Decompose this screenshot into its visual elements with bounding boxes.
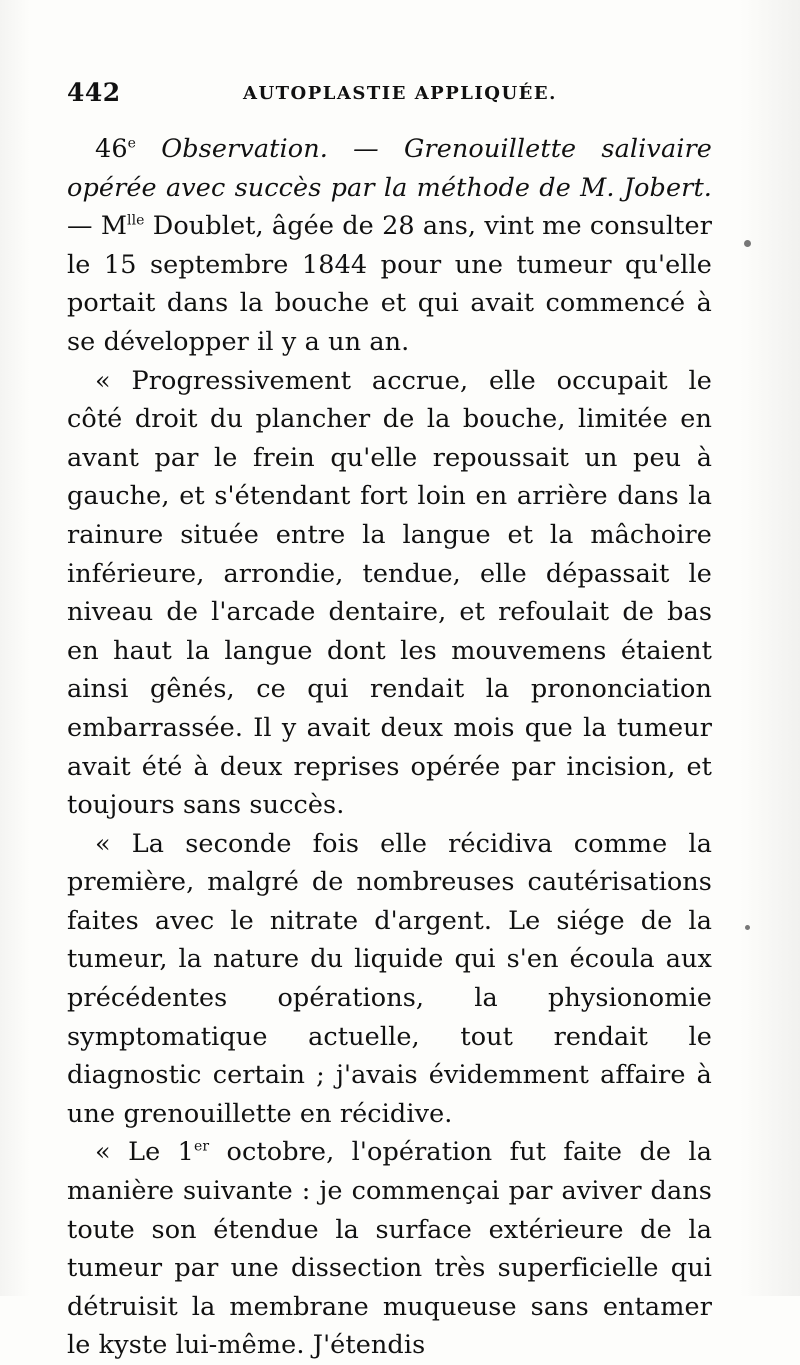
paragraph-4-rest: octobre, l'opération fut faite de la manière suivante : je commençai par aviver dans toute son étendue la surface extérieure de la tumeur par une dissection très superficielle qui détruisit la membrane muqueuse sans entamer le kyste lui-même. J'étendis bbox=[67, 1137, 712, 1361]
ink-speck bbox=[744, 240, 751, 247]
paragraph-2: « Progressivement accrue, elle occupait le côté droit du plancher de la bouche, limitée en avant par le frein qu'elle repoussait un peu à gauche, et s'étendant fort loin en arrière dans la rainure située entre la langue et la mâchoire inférieure, arrondie, tendue, elle dépassait le niveau de l'arcade dentaire, et refoulait de bas en haut la langue dont les mouvemens étaient ainsi gênés, ce qui rendait la prononciation embarrassée. Il y avait deux mois que la tumeur avait été à deux reprises opérée par incision, et toujours sans succès. bbox=[67, 365, 712, 821]
observation-dash: — bbox=[67, 211, 101, 242]
paragraph-4-sup: er bbox=[194, 1138, 210, 1155]
observation-text: Doublet, âgée de 28 ans, vint me consulter le 15 septembre 1844 pour une tumeur qu'elle portait dans la bouche et qui avait commencé à se développer il y a un an. bbox=[67, 211, 713, 357]
observation-title: Observation. — Grenouillette salivaire opérée avec succès par la méthode de M. Jobert. bbox=[67, 134, 712, 203]
observation-number-sup: e bbox=[127, 135, 137, 152]
ink-speck bbox=[745, 925, 750, 930]
body-text bbox=[67, 130, 712, 1365]
running-head: AUTOPLASTIE APPLIQUÉE. bbox=[243, 83, 557, 104]
page-header bbox=[67, 78, 712, 114]
paragraph-observation bbox=[67, 130, 712, 362]
paragraph-4-start: « Le 1 bbox=[95, 1137, 194, 1168]
paragraph-4 bbox=[67, 1133, 712, 1365]
observation-mlle: M bbox=[100, 211, 128, 242]
page-number: 442 bbox=[67, 78, 121, 107]
paragraph-3: « La seconde fois elle récidiva comme la première, malgré de nombreuses cautérisations faites avec le nitrate d'argent. Le siége de la tumeur, la nature du liquide qui s'en écoula aux précédentes opérations, la physionomie symptomatique actuelle, tout rendait le diagnostic certain ; j'avais évidemment affaire à une grenouillette en récidive. bbox=[67, 828, 712, 1129]
observation-mlle-sup: lle bbox=[127, 212, 145, 229]
observation-number: 46 bbox=[95, 134, 128, 164]
